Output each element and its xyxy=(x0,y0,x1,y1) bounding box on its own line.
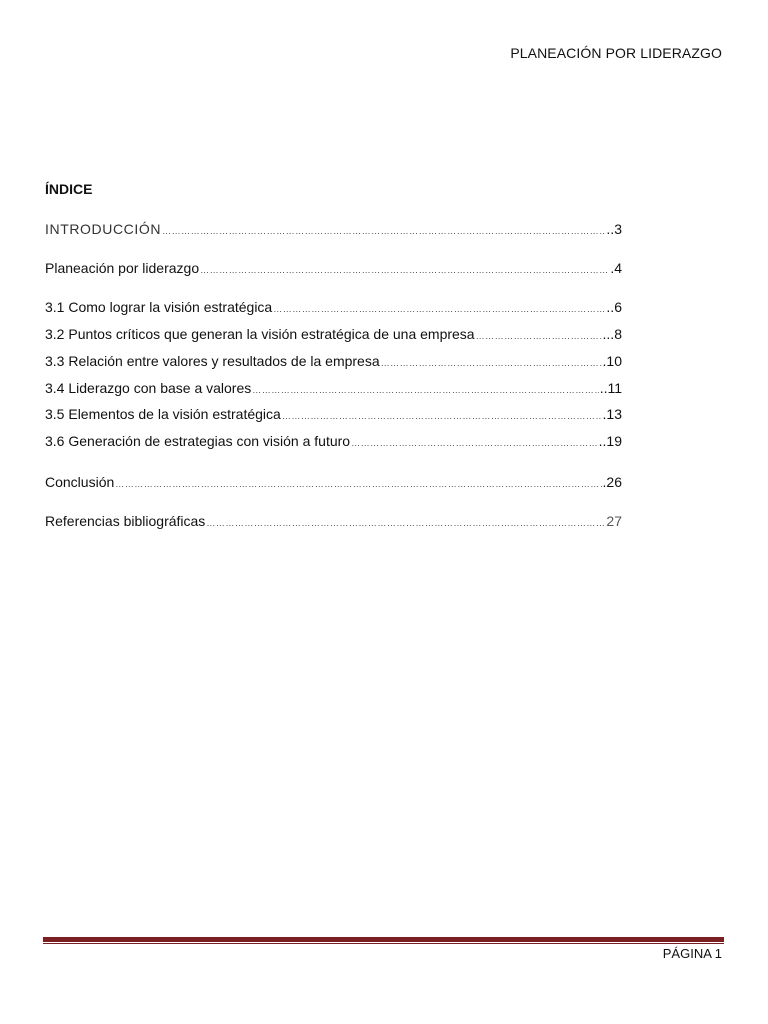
dot-leader xyxy=(351,438,598,448)
toc-entry-3-1[interactable] xyxy=(45,299,622,315)
toc-entry-label: 3.5 Elementos de la visión estratégica xyxy=(45,406,281,422)
toc-entry-page: ..6 xyxy=(606,299,622,315)
toc-entry-label: 3.3 Relación entre valores y resultados de la empresa xyxy=(45,353,380,369)
toc-entry-label: Referencias bibliográficas xyxy=(45,513,206,529)
footer-rule xyxy=(43,937,724,942)
dot-leader xyxy=(115,479,601,489)
toc-entry-page: .10 xyxy=(602,353,622,369)
toc-entry-page: .13 xyxy=(602,406,622,422)
dot-leader xyxy=(200,265,609,275)
dot-leader xyxy=(273,304,605,314)
toc-entry-3-2[interactable] xyxy=(45,326,622,342)
dot-leader xyxy=(252,385,598,395)
toc-entry-3-5[interactable] xyxy=(45,406,622,422)
dot-leader xyxy=(206,518,605,528)
toc-entry-page: 27 xyxy=(606,513,622,529)
page-header-title: PLANEACIÓN POR LIDERAZGO xyxy=(510,45,722,61)
footer-page-number: PÁGINA 1 xyxy=(662,946,722,961)
toc-entry-3-4[interactable] xyxy=(45,380,622,396)
toc-entry-label: Planeación por liderazgo xyxy=(45,260,200,276)
toc-entry-label: Conclusión xyxy=(45,474,115,490)
dot-leader xyxy=(476,331,602,341)
toc-entry-label: 3.1 Como lograr la visión estratégica xyxy=(45,299,273,315)
toc-entry-label: 3.2 Puntos críticos que generan la visión estratégica de una empresa xyxy=(45,326,475,342)
toc-entry-page: .4 xyxy=(610,260,622,276)
toc-entry-planeacion[interactable] xyxy=(45,260,622,276)
toc-entry-3-3[interactable] xyxy=(45,353,622,369)
toc-entry-page: ..19 xyxy=(598,433,622,449)
toc-entry-label: 3.4 Liderazgo con base a valores xyxy=(45,380,252,396)
toc-entry-conclusion[interactable] xyxy=(45,474,622,490)
toc-entry-page: ..3 xyxy=(606,221,622,237)
toc-entry-3-6[interactable] xyxy=(45,433,622,449)
toc-entry-page: .26 xyxy=(602,474,622,490)
toc-entry-page: ...8 xyxy=(602,326,622,342)
toc-heading: ÍNDICE xyxy=(45,181,93,197)
toc-entry-label: 3.6 Generación de estrategias con visión a futuro xyxy=(45,433,351,449)
toc-entry-label: INTRODUCCIÓN xyxy=(45,221,162,237)
footer-rule-thin xyxy=(43,943,724,944)
toc-entry-page: ..11 xyxy=(599,380,622,396)
toc-entry-referencias[interactable] xyxy=(45,513,622,529)
dot-leader xyxy=(282,411,602,421)
dot-leader xyxy=(162,226,605,236)
toc-entry-introduccion[interactable] xyxy=(45,221,622,237)
dot-leader xyxy=(381,358,602,368)
